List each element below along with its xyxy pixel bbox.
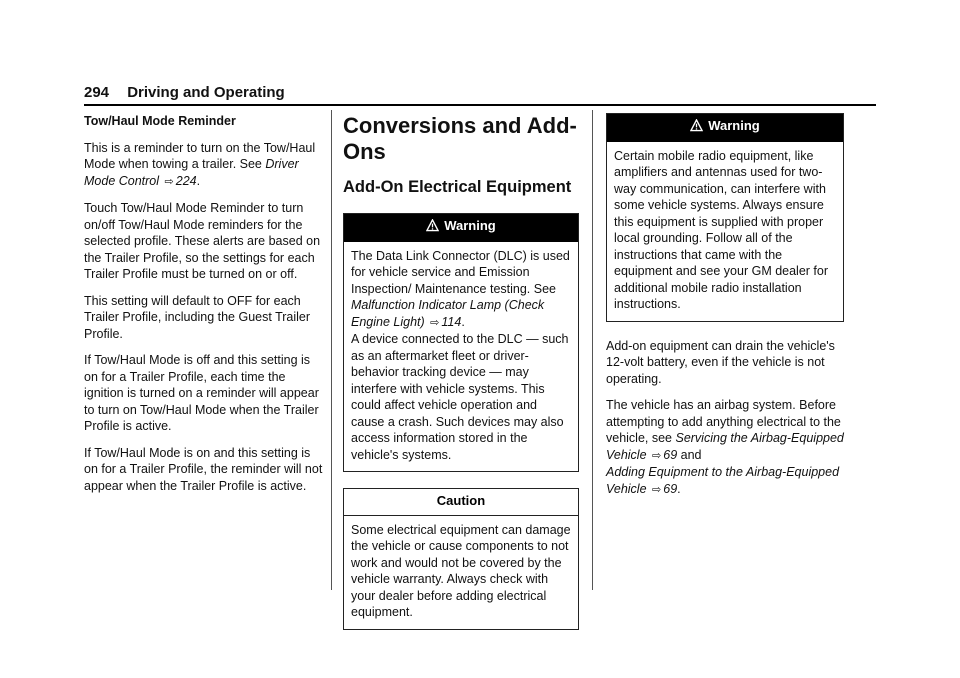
warning-header: [607, 114, 843, 142]
text: The Data Link Connector (DLC) is used for vehicle service and Emission Inspection/ Maintenance testing. See: [351, 248, 570, 296]
page-header: [84, 84, 285, 101]
page-ref[interactable]: 69: [663, 447, 678, 462]
warning-label: Warning: [444, 218, 496, 233]
caution-text: Some electrical equipment can damage the vehicle or cause components to not work and would not be covered by the vehicle warranty. Always check with your dealer before adding electrical equipment.: [351, 522, 571, 619]
caution-box: [343, 488, 579, 630]
page-ref[interactable]: 69: [663, 481, 678, 496]
warning-text: A device connected to the DLC — such as an aftermarket fleet or driver-behavior tracking device — may interfere with vehicle systems. This could affect vehicle operation and cause a crash. Such devices may also access information stored in the vehicle's systems.: [351, 332, 569, 462]
column-2: [343, 113, 579, 646]
paragraph: This setting will default to OFF for each Trailer Profile, including the Guest Trailer Profile.: [84, 293, 311, 341]
cross-ref-link[interactable]: Driver Mode Control: [84, 157, 299, 188]
paragraph: If Tow/Haul Mode is on and this setting is on for a Trailer Profile, the reminder will not appear when the Trailer Profile is active.: [84, 445, 323, 493]
page-ref-icon: ⇨: [652, 449, 662, 462]
caution-header: Caution: [344, 489, 578, 516]
page-ref-icon: ⇨: [652, 483, 662, 496]
warning-label: Warning: [708, 118, 760, 133]
paragraph: Add-on equipment can drain the vehicle's 12-volt battery, even if the vehicle is not operating.: [606, 338, 835, 386]
warning-triangle-icon: [426, 219, 439, 237]
page-ref[interactable]: 114: [441, 314, 462, 329]
page-ref[interactable]: 224: [175, 173, 197, 188]
page-ref-icon: ⇨: [164, 175, 174, 188]
subhead: Tow/Haul Mode Reminder: [84, 114, 236, 128]
header-rule: [84, 104, 876, 106]
warning-header: [344, 214, 578, 242]
cross-ref-link[interactable]: Adding Equipment to the Airbag-Equipped Vehicle: [606, 465, 840, 496]
warning-box: [343, 213, 579, 472]
warning-triangle-icon: [690, 119, 703, 137]
page-number: 294: [84, 84, 110, 101]
section-title: Driving and Operating: [127, 84, 285, 101]
paragraph: If Tow/Haul Mode is off and this setting is on for a Trailer Profile, each time the ignition is turned on a reminder will appear to turn on Tow/Haul Mode when the Trailer Profile is active.: [84, 353, 319, 433]
page-ref-icon: ⇨: [430, 316, 440, 329]
cross-ref-link[interactable]: Malfunction Indicator Lamp (Check Engine Light): [351, 298, 545, 329]
warning-box: [606, 113, 844, 322]
text: and: [680, 447, 702, 462]
warning-text: Certain mobile radio equipment, like amplifiers and antennas used for two-way communication, can interfere with some vehicle systems. Always ensure this equipment is supplied with proper local grounding. Follow all of the instructions that came with the equipment and see your GM dealer for additional mobile radio installation instructions.: [614, 148, 829, 311]
text: The vehicle has an airbag system. Before attempting to add anything electrical to the vehicle, see: [606, 398, 841, 445]
paragraph: This is a reminder to turn on the Tow/Haul Mode when towing a trailer. See Driver Mode Control ⇨ 224.: [84, 140, 316, 188]
paragraph: Touch Tow/Haul Mode Reminder to turn on/off Tow/Haul Mode reminders for the selected profile. These alerts are based on the Trailer Profile, so the settings for each Trailer Profile must be turned on or off.: [84, 201, 321, 281]
section-heading: Conversions and Add-Ons: [343, 113, 577, 164]
column-3: [606, 113, 844, 508]
text: This is a reminder to turn on the Tow/Haul Mode when towing a trailer. See: [84, 140, 316, 171]
paragraph: The vehicle has an airbag system. Before attempting to add anything electrical to the vehicle, see Servicing the Airbag-Equipped Vehicle ⇨ 69 and Adding Equipment to the Airbag-Equipped Vehicle ⇨ 69.: [606, 398, 844, 496]
subsection-heading: Add-On Electrical Equipment: [343, 178, 572, 196]
cross-ref-link[interactable]: Servicing the Airbag-Equipped Vehicle: [606, 431, 844, 462]
column-1: [84, 113, 324, 504]
warning-body: The Data Link Connector (DLC) is used for vehicle service and Emission Inspection/ Maintenance testing. See Malfunction Indicator Lamp (Check Engine Light) ⇨ 114. A device connected to the DLC — such as an aftermarket fleet or driver-behavior tracking device — may interfere with vehicle systems. This could affect vehicle operation and cause a crash. Such devices may also access information stored in the vehicle's systems.: [351, 248, 570, 462]
column-divider: [331, 110, 332, 590]
column-divider: [592, 110, 593, 590]
